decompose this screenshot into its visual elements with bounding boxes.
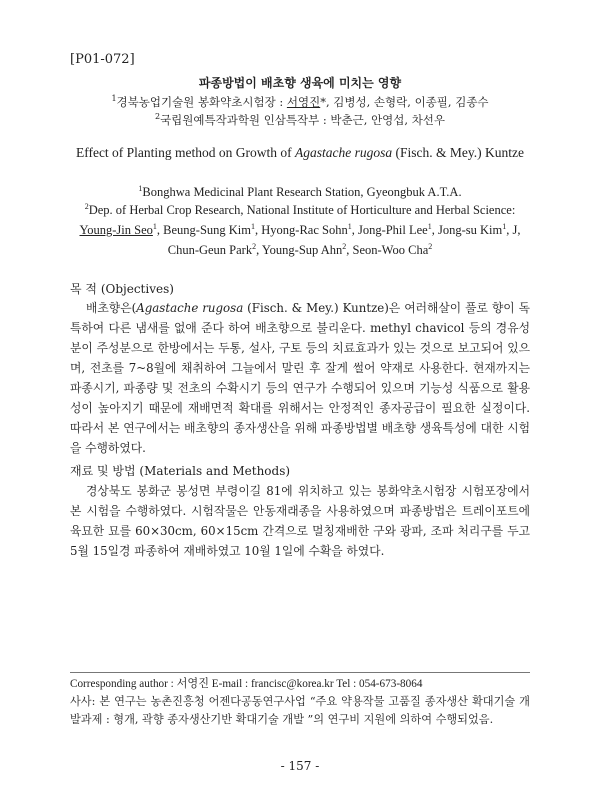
objectives-text: (Fisch. & Mey.) Kuntze)은 여러해살이 풀로 향이 독특하여 다른 냄새를 없애 준다 하여 배초향으로 불리운다. methyl chavicol 등의 경유성분이 주성분으로 한방에서는 두통, 설사, 구토 등의 치료효과가 있는 것으로 보고되어 있으며, 전초를 7~8월에 채취하여 그늘에서 말린 후 잘게 썰어 약재로 사용한다. 현재까지는 파종시기, 파종량 및 전초의 수확시기 등의 연구가 수행되어 있으며 기능성 식품으로 활용성이 높아지기 때문에 재배면적 확대를 위해서는 안정적인 종자공급이 필요한 실정이다. 따라서 본 연구에서는 배초향의 종자생산을 위해 파종방법별 배초향 생육특성에 대한 시험을 수행하였다. (70, 301, 530, 455)
korean-affiliation-1 (0, 94, 600, 110)
footnote-divider (70, 672, 530, 673)
affiliation-mark: 1 (111, 94, 117, 104)
objectives-pre: 배초향은( (86, 301, 137, 315)
en-title-suffix: (Fisch. & Mey.) Kuntze (392, 145, 525, 160)
author-name: Jong-su Kim (438, 223, 503, 237)
author-name: Hyong-Rac Sohn (261, 223, 348, 237)
acknowledgment: 사사: 본 연구는 농촌진흥청 어젠다공동연구사업 “주요 약용작물 고품질 종자생산 확대기술 개발과제 : 형개, 곽향 종자생산기반 확대기술 개발 ”의 연구비 지원에 의하여 수행되었음. (70, 695, 530, 726)
ko-aff2-text: 국립원예특작과학원 인삼특작부 : 박춘근, 안영섭, 차선우 (160, 113, 446, 127)
author-sup: 2 (428, 241, 433, 251)
methods-paragraph: 경상북도 봉화군 봉성면 부령이길 81에 위치하고 있는 봉화약초시험장 시험포장에서 본 시험을 수행하였다. 시험작물은 안동재래종을 사용하였으며 파종방법은 트레이포트에 육묘한 묘를 60×30cm, 60×15cm 간격으로 멀칭재배한 구와 광파, 조파 처리구를 두고 5월 15일경 파종하여 재배하였고 10월 1일에 수확을 하였다. (70, 484, 530, 558)
en-aff2-text: Dep. of Herbal Crop Research, National Institute of Horticulture and Herbal Science: (88, 203, 516, 217)
presenting-author: 서영진 (286, 95, 321, 109)
english-affiliation-1 (66, 182, 534, 202)
abstract-code: [P01-072] (70, 52, 135, 67)
korean-title: 파종방법이 배초향 생육에 미치는 영향 (198, 76, 402, 90)
author-name: Young-Sup Ahn (261, 243, 343, 257)
english-affiliation-2 (66, 200, 534, 260)
en-title-species: Agastache rugosa (295, 145, 393, 160)
ko-aff1-post: *, 김병성, 손형락, 이종필, 김종수 (320, 95, 489, 109)
en-title-prefix: Effect of Planting method on Growth of (75, 145, 296, 160)
affiliation-mark: 1 (138, 183, 143, 193)
page-number: - 157 - (280, 759, 320, 773)
author-name: Seon-Woo Cha (352, 243, 429, 257)
korean-affiliation-2 (0, 112, 600, 128)
objectives-heading: 목 적 (Objectives) (70, 282, 174, 296)
corresponding-author: Corresponding author : 서영진 E-mail : francisc@korea.kr Tel : 054-673-8064 (70, 678, 423, 690)
en-aff1-text: Bonghwa Medicinal Plant Research Station, Gyeongbuk A.T.A. (142, 185, 462, 199)
affiliation-mark: 2 (154, 112, 161, 122)
author-sup: 1 (347, 221, 352, 231)
author-name: Jong-Phil Lee (357, 223, 428, 237)
methods-heading: 재료 및 방법 (Materials and Methods) (70, 464, 291, 478)
objectives-paragraph (70, 298, 530, 458)
author-sup: 1 (152, 221, 157, 231)
affiliation-mark: 2 (84, 201, 89, 211)
author-sup: 1 (427, 221, 432, 231)
author-sup: 2 (342, 241, 347, 251)
ko-aff1-pre: 경북농업기술원 봉화약초시험장 : (116, 95, 287, 109)
author-name: J, Chun-Geun Park (167, 223, 521, 257)
author-sup: 2 (252, 241, 257, 251)
author-name: Beung-Sung Kim (163, 223, 251, 237)
author-sup: 1 (251, 221, 255, 231)
author-name: Young-Jin Seo (79, 223, 153, 237)
author-list: Young-Jin Seo$^1$, Beung-Sung Kim$^1$, Hyong-Rac Sohn$^1$, Jong-Phil Lee$^1$, Jong-su Kim$^1$, J, Chun-Geun Park$^2$, Young-Sup Ahn$^2$, Seon-Woo Cha$^2$ (79, 221, 521, 257)
objectives-species: Agastache rugosa (136, 301, 244, 315)
author-sup: 1 (502, 221, 507, 231)
english-title (60, 142, 540, 163)
